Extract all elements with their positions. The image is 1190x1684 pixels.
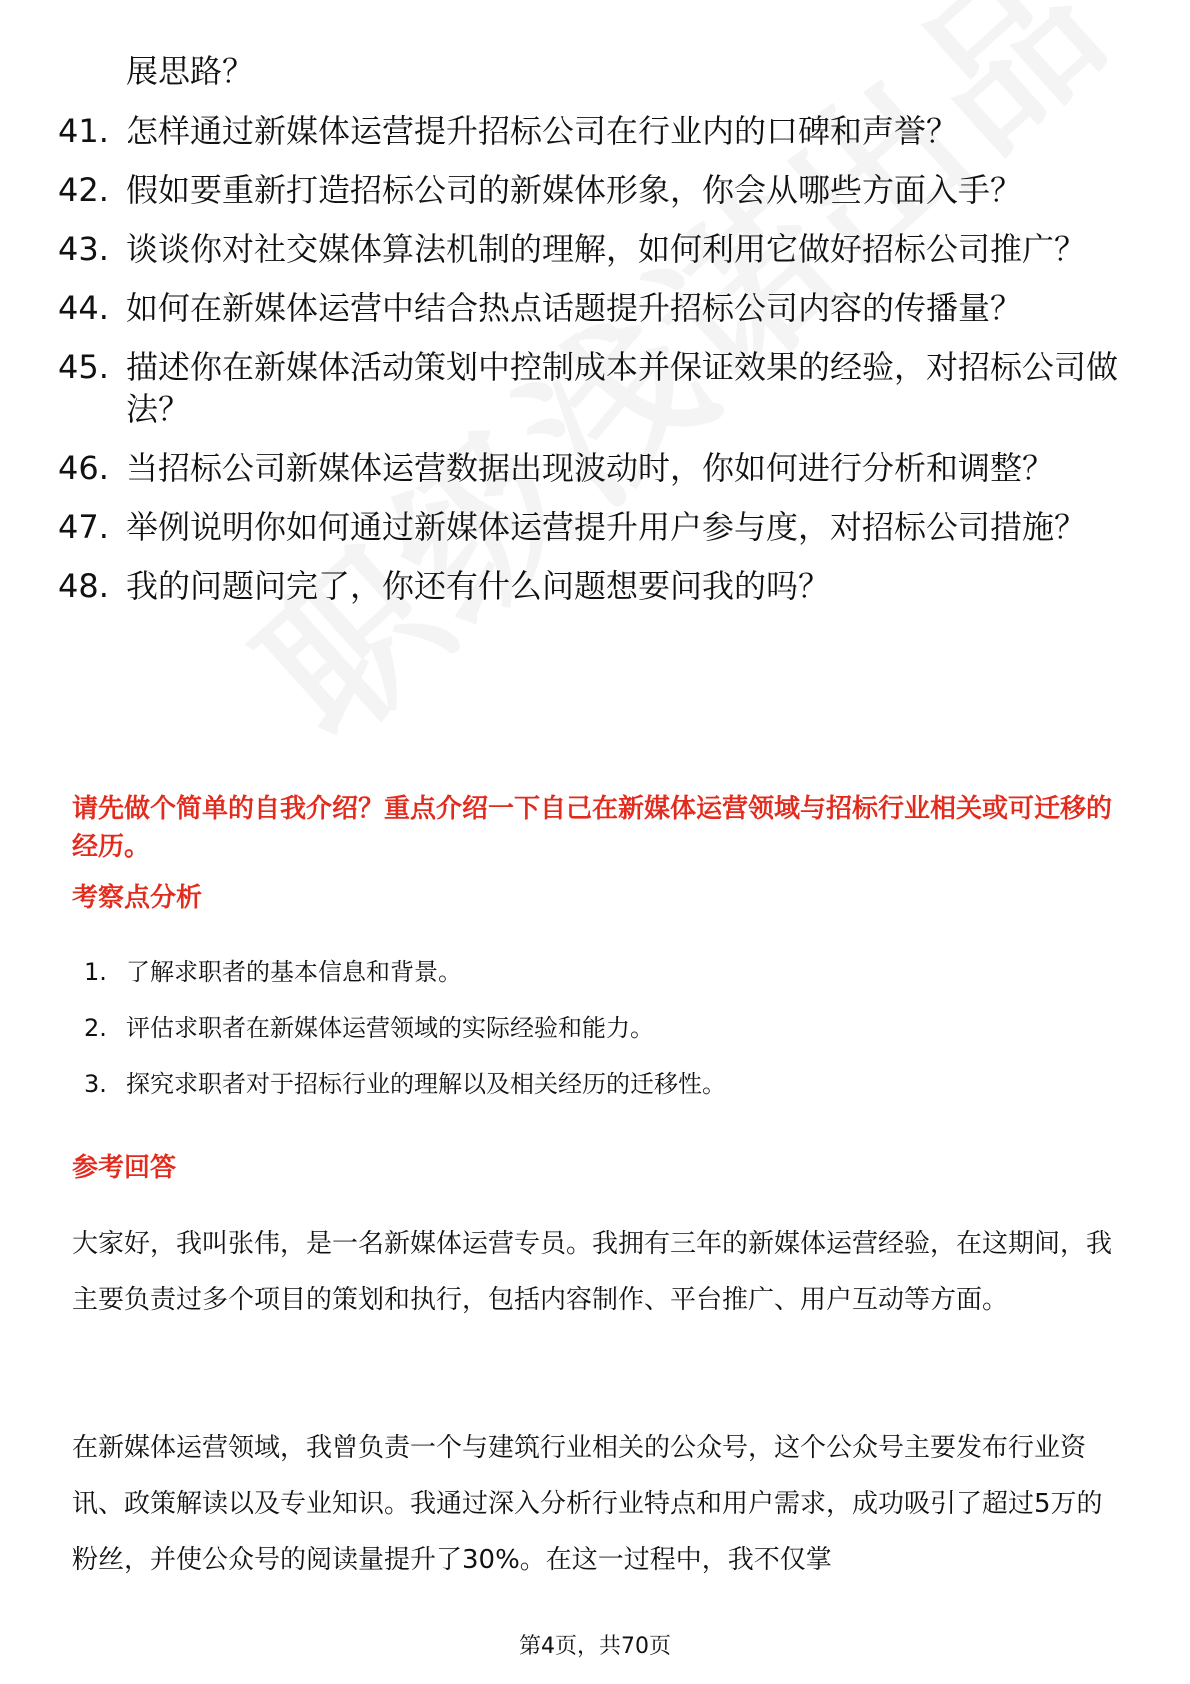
question-text: 我的问题问完了，你还有什么问题想要问我的吗？ bbox=[126, 567, 831, 605]
question-number: 45. bbox=[58, 348, 109, 386]
analysis-list bbox=[84, 955, 1124, 1123]
question-number: 46. bbox=[58, 449, 109, 487]
question-number: 47. bbox=[58, 508, 109, 546]
question-text: 当招标公司新媒体运营数据出现波动时，你如何进行分析和调整？ bbox=[126, 449, 1055, 487]
question-item bbox=[58, 110, 1128, 152]
question-item bbox=[58, 169, 1128, 211]
question-continuation: 展思路？ bbox=[126, 52, 255, 90]
question-item bbox=[58, 287, 1128, 329]
analysis-text: 了解求职者的基本信息和背景。 bbox=[126, 958, 462, 986]
analysis-item bbox=[84, 955, 1124, 989]
page-footer: 第4页，共70页 bbox=[519, 1634, 671, 1659]
question-text: 描述你在新媒体活动策划中控制成本并保证效果的经验，对招标公司做法？ bbox=[126, 348, 1119, 428]
analysis-item bbox=[84, 1011, 1124, 1045]
question-number: 43. bbox=[58, 230, 109, 268]
question-list bbox=[58, 110, 1128, 624]
question-item bbox=[58, 506, 1128, 548]
analysis-text: 探究求职者对于招标行业的理解以及相关经历的迁移性。 bbox=[126, 1070, 726, 1098]
question-text: 谈谈你对社交媒体算法机制的理解，如何利用它做好招标公司推广？ bbox=[126, 230, 1087, 268]
question-text: 怎样通过新媒体运营提升招标公司在行业内的口碑和声誉？ bbox=[126, 112, 959, 150]
question-number: 42. bbox=[58, 171, 109, 209]
analysis-number: 1. bbox=[84, 958, 107, 986]
analysis-item bbox=[84, 1067, 1124, 1101]
analysis-number: 3. bbox=[84, 1070, 107, 1098]
answer-paragraph: 在新媒体运营领域，我曾负责一个与建筑行业相关的公众号，这个公众号主要发布行业资讯、政策解读以及专业知识。我通过深入分析行业特点和用户需求，成功吸引了超过5万的粉丝，并使公众号的阅读量提升了30%。在这一过程中，我不仅掌 bbox=[72, 1433, 1103, 1575]
question-item bbox=[58, 346, 1128, 430]
question-item bbox=[58, 228, 1128, 270]
answer-paragraph: 大家好，我叫张伟，是一名新媒体运营专员。我拥有三年的新媒体运营经验，在这期间，我主要负责过多个项目的策划和执行，包括内容制作、平台推广、用户互动等方面。 bbox=[72, 1229, 1113, 1315]
question-item bbox=[58, 447, 1128, 489]
question-number: 48. bbox=[58, 567, 109, 605]
analysis-text: 评估求职者在新媒体运营领域的实际经验和能力。 bbox=[126, 1014, 654, 1042]
question-number: 41. bbox=[58, 112, 109, 150]
answer-heading: 参考回答 bbox=[72, 1153, 177, 1183]
question-item bbox=[58, 565, 1128, 607]
analysis-heading: 考察点分析 bbox=[72, 883, 203, 913]
question-text: 如何在新媒体运营中结合热点话题提升招标公司内容的传播量？ bbox=[126, 289, 1023, 327]
highlight-question: 请先做个简单的自我介绍？重点介绍一下自己在新媒体运营领域与招标行业相关或可迁移的经历。 bbox=[72, 794, 1113, 862]
question-text: 举例说明你如何通过新媒体运营提升用户参与度，对招标公司措施？ bbox=[126, 508, 1087, 546]
question-number: 44. bbox=[58, 289, 109, 327]
analysis-number: 2. bbox=[84, 1014, 107, 1042]
question-text: 假如要重新打造招标公司的新媒体形象，你会从哪些方面入手？ bbox=[126, 171, 1023, 209]
